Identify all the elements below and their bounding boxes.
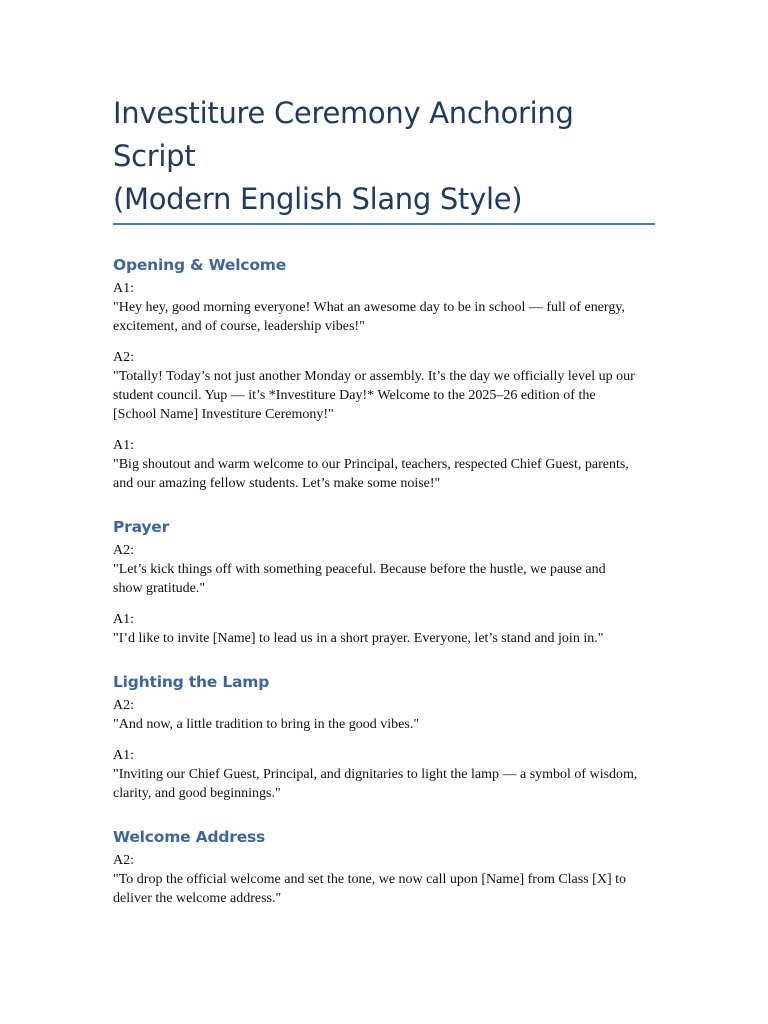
dialogue-line: "Totally! Today’s not just another Monday or assembly. It’s the day we officially level up our	[113, 369, 635, 384]
dialogue-turn	[113, 746, 655, 803]
section-opening-welcome	[113, 255, 655, 493]
section-heading: Prayer	[113, 518, 170, 536]
dialogue-line: student council. Yup — it’s *Investiture Day!* Welcome to the 2025–26 edition of the	[113, 388, 596, 403]
title-line: (Modern English Slang Style)	[113, 182, 523, 216]
section-heading: Welcome Address	[113, 828, 266, 846]
dialogue-line: "Let’s kick things off with something peaceful. Because before the hustle, we pause and	[113, 562, 606, 577]
dialogue-line: excitement, and of course, leadership vibes!"	[113, 319, 365, 334]
dialogue-turn	[113, 610, 655, 648]
dialogue-turn	[113, 348, 655, 424]
speaker-label: A1:	[113, 748, 134, 763]
dialogue-turn	[113, 436, 655, 493]
dialogue-line: deliver the welcome address."	[113, 891, 282, 906]
dialogue-line: "Big shoutout and warm welcome to our Principal, teachers, respected Chief Guest, parents,	[113, 457, 629, 472]
dialogue-line: [School Name] Investiture Ceremony!"	[113, 407, 334, 422]
dialogue-line: show gratitude."	[113, 581, 206, 596]
speaker-label: A2:	[113, 543, 134, 558]
section-heading: Lighting the Lamp	[113, 673, 270, 691]
section-welcome-address	[113, 827, 655, 908]
dialogue-line: "Inviting our Chief Guest, Principal, and dignitaries to light the lamp — a symbol of wisdom,	[113, 767, 638, 782]
dialogue-line: and our amazing fellow students. Let’s make some noise!"	[113, 476, 441, 491]
dialogue-line: "To drop the official welcome and set the tone, we now call upon [Name] from Class [X] to	[113, 872, 626, 887]
document-title	[113, 92, 655, 223]
section-prayer	[113, 517, 655, 648]
title-line: Investiture Ceremony Anchoring Script	[113, 96, 574, 173]
dialogue-line: clarity, and good beginnings."	[113, 786, 281, 801]
section-heading: Opening & Welcome	[113, 256, 287, 274]
speaker-label: A2:	[113, 698, 134, 713]
dialogue-turn	[113, 541, 655, 598]
dialogue-turn	[113, 851, 655, 908]
speaker-label: A2:	[113, 853, 134, 868]
document-page	[113, 92, 655, 932]
dialogue-turn	[113, 696, 655, 734]
dialogue-line: "I’d like to invite [Name] to lead us in a short prayer. Everyone, let’s stand and join in."	[113, 631, 604, 646]
speaker-label: A2:	[113, 350, 134, 365]
section-lighting-lamp	[113, 672, 655, 803]
speaker-label: A1:	[113, 612, 134, 627]
title-underline	[113, 223, 655, 225]
dialogue-line: "Hey hey, good morning everyone! What an awesome day to be in school — full of energy,	[113, 300, 625, 315]
speaker-label: A1:	[113, 281, 134, 296]
dialogue-turn	[113, 279, 655, 336]
dialogue-line: "And now, a little tradition to bring in the good vibes."	[113, 717, 420, 732]
speaker-label: A1:	[113, 438, 134, 453]
